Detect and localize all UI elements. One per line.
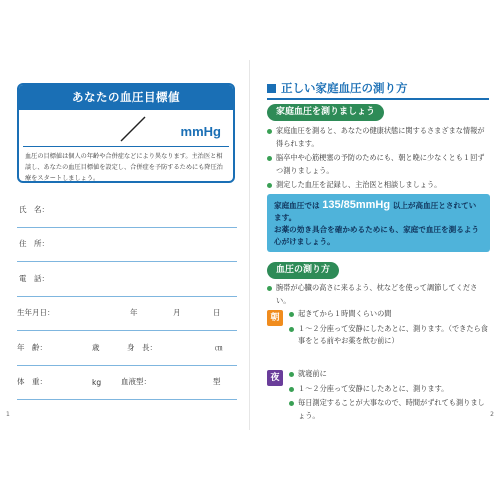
section-home-bp-pill: 家庭血圧を測りましょう [267,104,384,121]
unit-mmhg: mmHg [180,124,221,139]
slash-divider-icon [119,115,147,143]
year-unit: 年 [130,308,138,317]
weight-label: 体 重： [17,377,47,386]
square-bullet-icon [267,84,276,93]
threshold-pre: 家庭血圧では [274,201,320,210]
target-note: 血圧の目標値は個人の年齢や合併症などにより異なります。主治医と相談し、あなたの血圧目標値を設定し、合併症を予防するためにも降圧治療をスタートしましょう。 [23,146,229,183]
age-unit: 歳 [92,342,100,352]
page-title [267,80,408,96]
list-item: 測定した血圧を記録し、主治医と相談しましょう。 [267,179,490,192]
address-field[interactable] [17,228,237,263]
birthday-label: 生年月日： [17,308,55,317]
title-underline [267,98,489,100]
hypertension-threshold-box [267,194,490,252]
phone-field[interactable] [17,262,237,297]
list-item: 家庭血圧を測ると、あなたの健康状態に関するさまざまな情報が得られます。 [267,125,490,150]
address-label: 住 所： [19,239,49,248]
threshold-advice: お薬の効き具合を確かめるためにも、家庭で血圧を測るよう心がけましょう。 [274,225,480,246]
threshold-post: 以上が高血圧とされています。 [274,201,477,222]
name-label: 氏 名： [19,204,49,214]
night-lines [289,368,489,424]
name-field[interactable] [17,193,237,228]
weight-bloodtype-field[interactable] [17,366,237,401]
page-number-right: 2 [490,411,494,418]
section-how-to-measure-pill: 血圧の測り方 [267,262,339,279]
age-label: 年 齢： [17,342,47,352]
blood-type-unit: 型 [213,377,221,386]
page-title-text: 正しい家庭血圧の測り方 [281,81,408,95]
morning-lines [289,308,489,350]
list-item: 毎日測定することが大事なので、時間がずれても測りましょう。 [289,397,489,422]
blood-type-label: 血液型： [121,377,151,386]
target-value-field[interactable] [19,110,233,146]
measure-intro [267,282,490,309]
target-header: あなたの血圧目標値 [19,85,233,110]
list-item: １〜２分座って安静にしたあとに、測ります。（できたら食事をとる前やお薬を飲む前に） [289,323,489,348]
list-item: 就寝前に [289,368,489,381]
height-label: 身 長： [127,342,157,352]
height-unit: ㎝ [215,342,223,352]
month-unit: 月 [173,308,181,317]
morning-badge: 朝 [267,310,283,326]
night-badge: 夜 [267,370,283,386]
threshold-value: 135/85mmHg [322,199,391,211]
list-item: 腕帯が心臓の高さに来るよう、枕などを使って調節してください。 [267,282,490,307]
page-number-left: 1 [6,411,10,418]
list-item: 起きてから１時間くらいの間 [289,308,489,321]
weight-unit: kg [92,378,102,387]
age-height-field[interactable] [17,331,237,366]
birthday-field[interactable] [17,297,237,332]
phone-label: 電 話： [19,273,49,283]
list-item: 脳卒中や心筋梗塞の予防のためにも、朝と晩に少なくとも１回ずつ測りましょう。 [267,152,490,177]
list-item: １〜２分座って安静にしたあとに、測ります。 [289,383,489,396]
day-unit: 日 [213,308,221,317]
blood-pressure-target-box [17,83,235,183]
right-page [250,0,500,500]
home-bp-bullets [267,125,490,194]
personal-info-form [17,193,237,400]
